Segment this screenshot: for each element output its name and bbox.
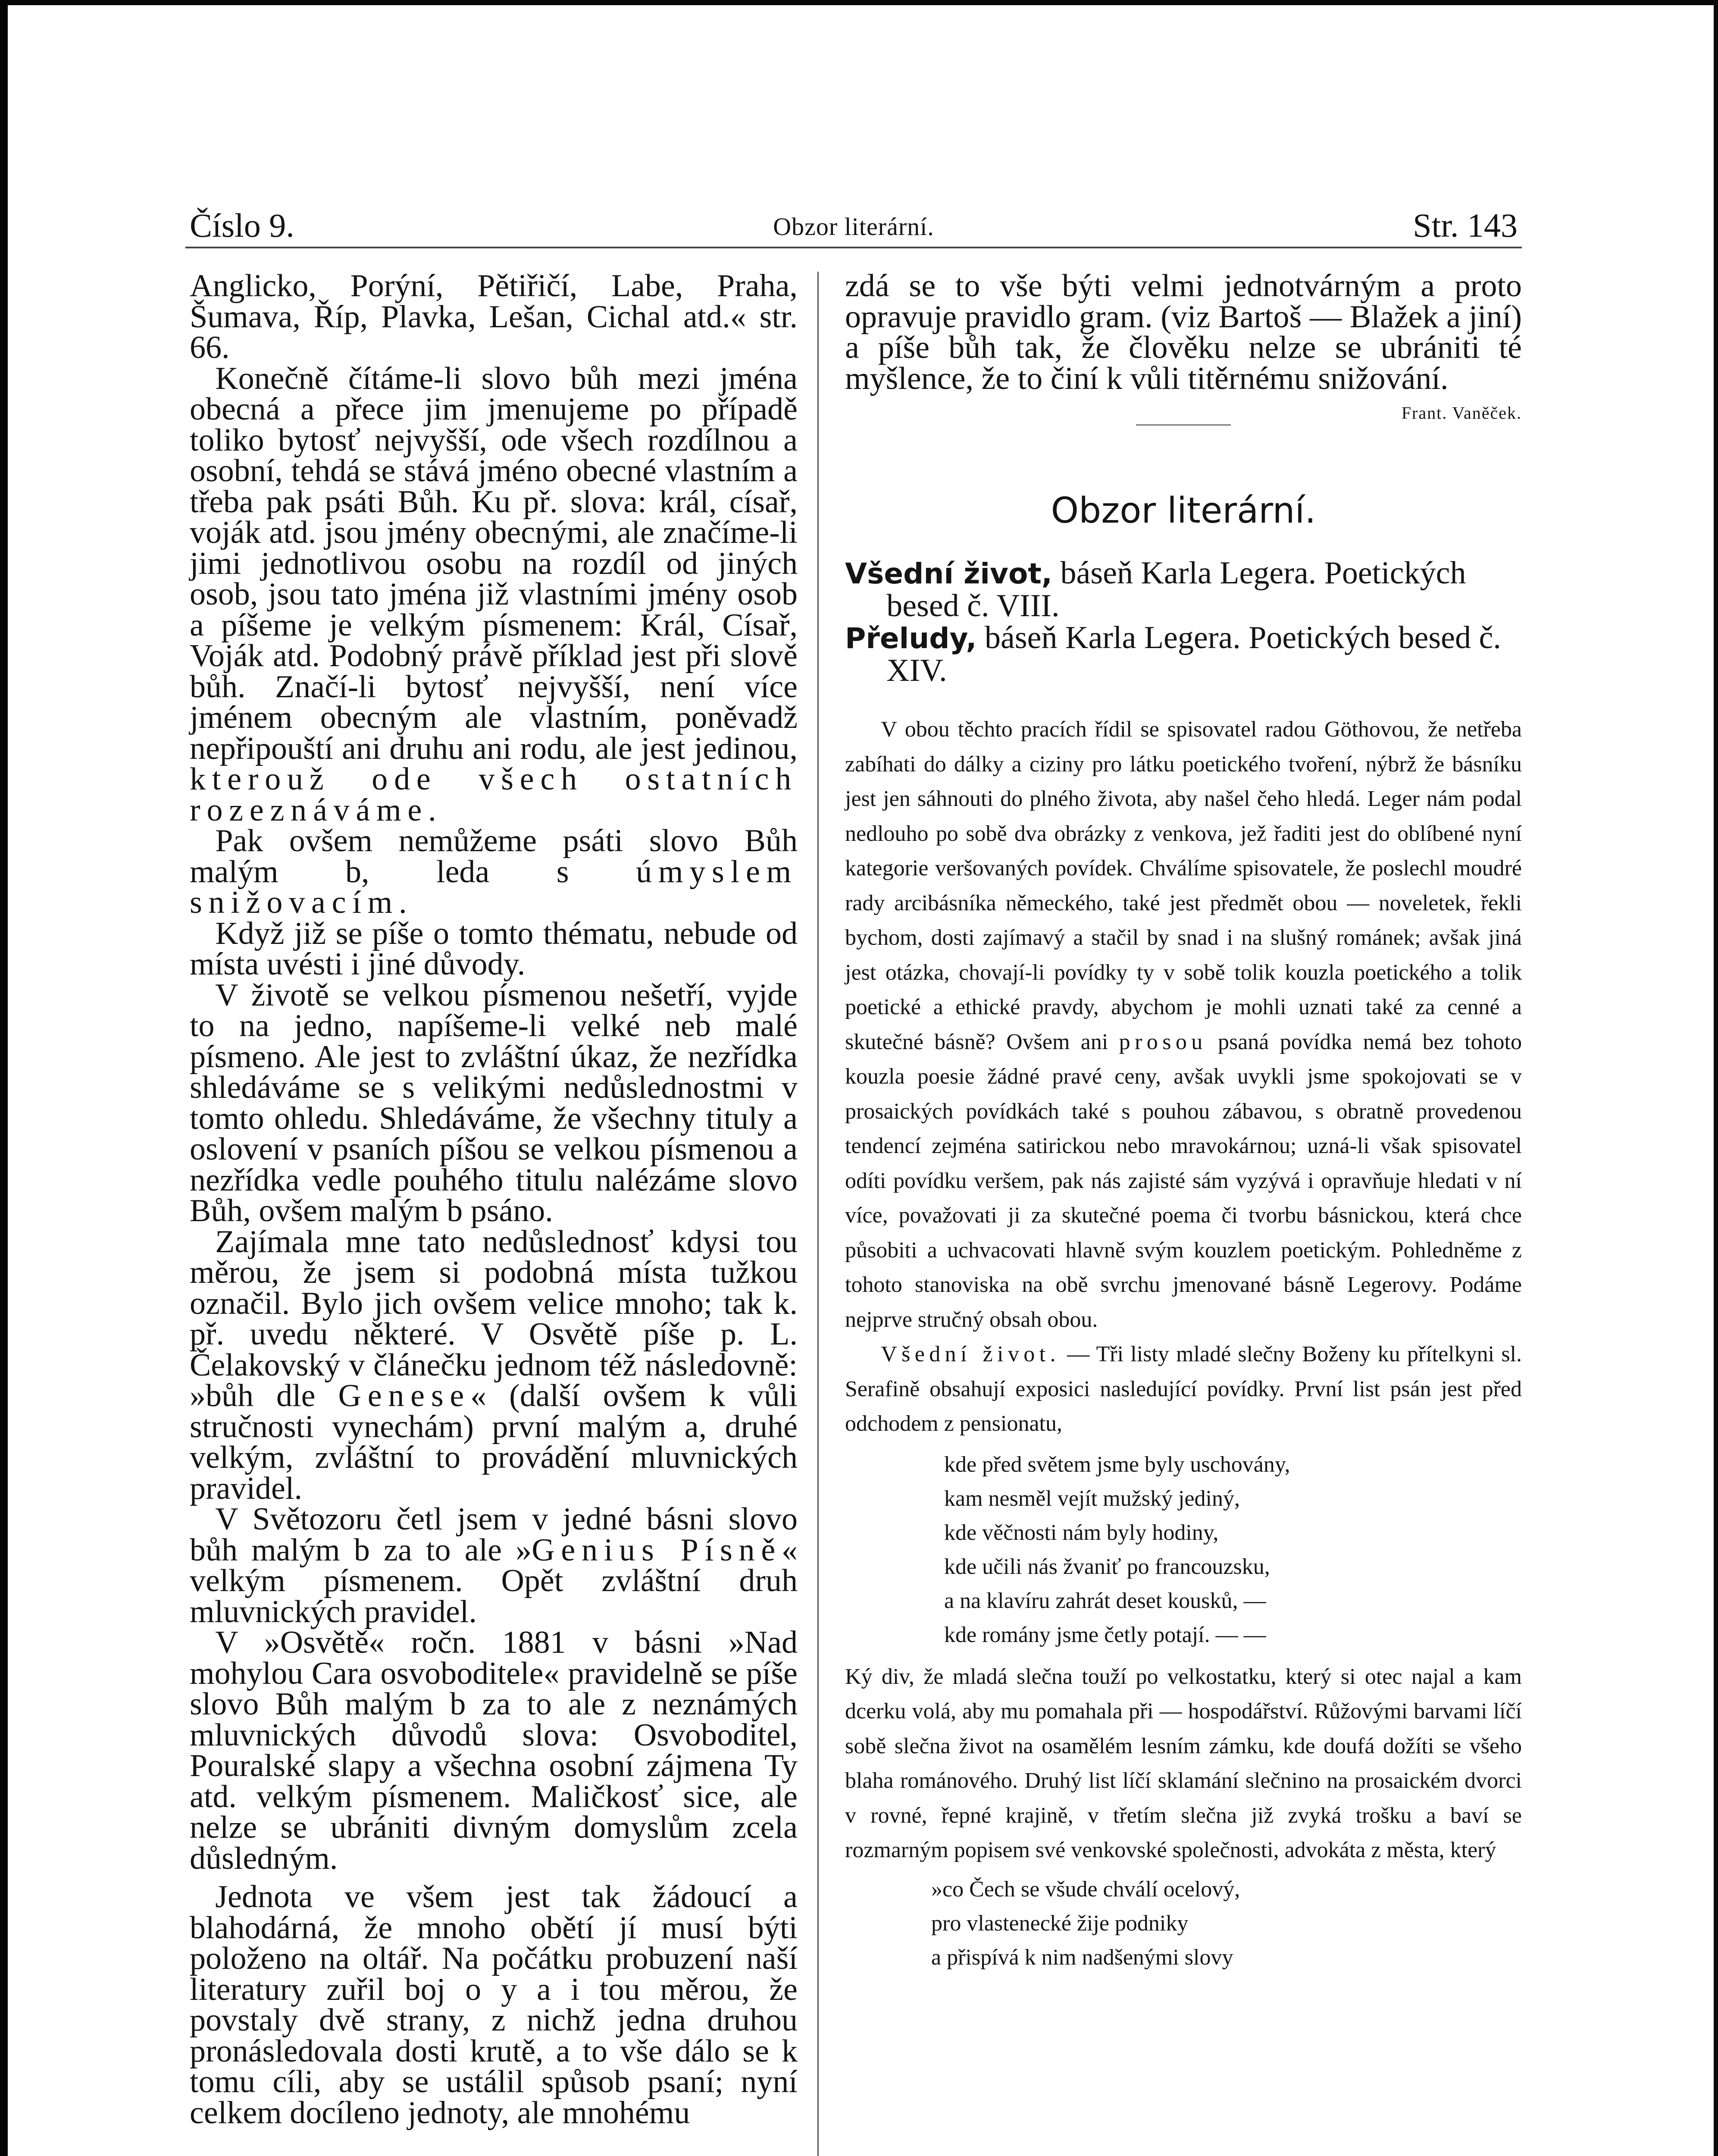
- paragraph: [190, 1224, 798, 1506]
- paragraph: [190, 823, 798, 920]
- paragraph: Anglicko, Porýní, Pětiřičí, Labe, Praha, Šumava, Říp, Plavka, Lešan, Cichal atd.« str. 66.: [190, 268, 798, 365]
- review-paragraph: [845, 712, 1522, 1337]
- poem-line: kde učili nás žvaniť po francouzsku,: [944, 1554, 1270, 1579]
- poem-line: kam nesměl vejít mužský jediný,: [944, 1486, 1240, 1511]
- paragraph-text: Zajímala mne tato nedůslednosť kdysi tou měrou, že jsem si podobná místa tužkou označil. Bylo jich ovšem velice mnoho; tak k. př. uvedu některé. V Osvětě píše p. L. Čelakovský v článečku jednom též následovně: »bůh dle: [190, 1224, 798, 1413]
- paragraph-text: V Světozoru četl jsem v jedné básni slovo bůh malým b za to ale »: [190, 1501, 798, 1568]
- section-title: Obzor literární.: [1051, 490, 1316, 531]
- paragraph: V »Osvětě« ročn. 1881 v básni »Nad mohylou Cara osvoboditele« pravidelně se píše slovo Bůh malým b za to ale z neznámých mluvnických důvodů slova: Osvoboditel, Pouralské slapy a všechna osobní zájmena Ty atd. velkým písmenem. Maličkosť sice, ale nelze se ubrániti divným domyslům zcela důsledným.: [190, 1625, 798, 1876]
- paragraph: zdá se to vše býti velmi jednotvárným a proto opravuje pravidlo gram. (viz Bartoš — Blažek a jiní) a píše bůh tak, že člověku nelze se ubrániti té myšlence, že to činí k vůli titěrnému snižování.: [845, 268, 1522, 396]
- review-paragraph: [845, 1337, 1522, 1442]
- emphasized-text: Genius Písně: [532, 1532, 782, 1568]
- review-text: V obou těchto pracích řídil se spisovatel radou Göthovou, že netřeba zabíhati do dálky a ciziny pro látku poetického tvoření, nýbrž že básníku jest jen sáhnouti do plného života, aby našel čeho hledá. Leger nám podal nedlouho po sobě dva obrázky z venkova, jež řaditi jest do oblíbené nyní kategorie veršovaných povídek. Chválíme spisovatele, že poslechl moudré rady arcibásníka německého, také jest předmět obou — noveletek, řekli bychom, dosti zajímavý a stačil by snad i na slušný románek; avšak jiná jest otázka, chovají-li povídky ty v sobě tolik kouzla poetického a tolik poetické a ethické pravdy, abychom je mohli uznati také za cenné a skutečné básně? Ovšem ani: [845, 717, 1522, 1054]
- emphasized-text: prosou: [1119, 1029, 1207, 1054]
- review-text: — Tři listy mladé slečny Boženy ku přítelkyni sl. Serafině obsahují exposici nasledující povídky. První list psán jest před odchodem z pensionatu,: [845, 1342, 1522, 1436]
- book-title: Všední život,: [845, 557, 1052, 590]
- review-text: psaná povídka nemá bez tohoto kouzla poesie žádné pravé ceny, avšak uvykli jsme spokojovati se v prosaických povídkách také s pouhou zábavou, s obratně provedenou tendencí zejména satirickou nebo mravokárnou; uzná-li však spisovatel odíti povídku veršem, pak nás zajisté sám vyzývá i opravňuje hledati v ní více, považovati ji za skutečné poema či tvorbu básnickou, která chce působiti a uchvacovati hlavně svým kouzlem poetickým. Pohledněme z tohoto stanoviska na obě svrchu jmenované básně Legerovy. Podáme nejprve stručný obsah obou.: [845, 1029, 1522, 1332]
- book-entry: [845, 557, 1522, 622]
- review-body: [845, 712, 1522, 1974]
- left-column: [190, 268, 798, 2131]
- book-details: báseň Karla Legera. Poetických besed č. VIII.: [886, 555, 1466, 624]
- poem-line: »co Čech se všude chválí ocelový,: [931, 1877, 1240, 1902]
- book-title: Přeludy,: [845, 622, 977, 655]
- paragraph-text: Konečně čítáme-li slovo bůh mezi jména obecná a přece jim jmenujeme po případě toliko bytosť nejvyšší, ode všech rozdílnou a osobní, tehdá se stává jméno obecné vlastním a třeba pak psáti Bůh. Ku př. slova: král, císař, voják atd. jsou jmény obecnými, ale značíme-li jimi jednotlivou osobu na rozdíl od jiných osob, jsou tato jména již vlastními jmény osob a píšeme je velkým písmenem: Král, Císař, Voják atd. Podobný právě příklad jest při slově bůh. Značí-li bytosť nejvyšší, není více jménem obecným ale vlastním, poněvadž nepřipouští ani druhu ani rodu, ale jest jedinou,: [190, 360, 798, 766]
- issue-number: Číslo 9.: [190, 207, 294, 244]
- paragraph: V životě se velkou písmenou nešetří, vyjde to na jedno, napíšeme-li velké neb malé písmeno. Ale jest to zvláštní úkaz, že nezřídka shledáváme se s velikými nedůslednostmi v tomto ohledu. Shledáváme, že všechny tituly a oslovení v psaních píšou se velkou písmenou a nezřídka vedle pouhého titulu nalézáme slovo Bůh, ovšem malým b psáno.: [190, 977, 798, 1228]
- poem-line: kde před světem jsme byly uschovány,: [944, 1452, 1290, 1477]
- header-rule: [185, 247, 1522, 248]
- scan-edge-right: [1714, 0, 1718, 2156]
- paragraph: [190, 1501, 798, 1630]
- book-details: báseň Karla Legera. Poetických besed č. XIV.: [886, 620, 1501, 688]
- poem-line: kde věčnosti nám byly hodiny,: [944, 1520, 1219, 1545]
- page-number: Str. 143: [1413, 207, 1518, 244]
- scan-edge-top: [0, 0, 1718, 5]
- emphasized-text: Všední život.: [881, 1342, 1060, 1366]
- paragraph-text: Pak ovšem nemůžeme psáti slovo Bůh malým b, leda s: [190, 823, 798, 890]
- page-header: [190, 202, 1518, 254]
- review-paragraph: Ký div, že mladá slečna touží po velkostatku, který si otec najal a kam dcerku volá, aby mu pomahala při — hospodářství. Růžovými barvami líčí sobě slečna život na osamělém lesním zámku, kde doufá dožíti se všeho blaha románového. Druhý list líčí sklamání slečnino na prosaickém dvorci v rovné, řepné krajině, v třetím slečna již zvyká trošku a baví se rozmarným popisem své venkovské společnosti, advokáta z města, který: [845, 1664, 1522, 1862]
- running-title: Obzor literární.: [773, 213, 934, 241]
- paragraph: [190, 360, 798, 828]
- poem-quote: [931, 1872, 1522, 1974]
- paragraph-text: « (další ovšem k vůli stručnosti vynechám) první malým a, druhé velkým, zvláštní to provádění mluvnických pravidel.: [190, 1378, 798, 1506]
- emphasized-text: úmyslem snižovacím.: [190, 854, 798, 920]
- right-column: [845, 268, 1522, 1974]
- poem-line: a přispívá k nim nadšenými slovy: [931, 1945, 1233, 1970]
- column-divider: [817, 272, 819, 2156]
- scan-edge-left: [0, 0, 8, 2156]
- poem-line: a na klavíru zahrát deset kousků, —: [944, 1588, 1266, 1613]
- emphasized-text: Genese: [338, 1378, 471, 1413]
- paragraph: Když již se píše o tomto thématu, nebude od místa uvésti i jiné důvody.: [190, 915, 798, 982]
- poem-line: pro vlastenecké žije podniky: [931, 1911, 1189, 1936]
- emphasized-text: kterouž ode všech ostatních rozeznáváme.: [190, 761, 798, 828]
- author-signature: Frant. Vaněček.: [1401, 403, 1522, 423]
- paragraph: Jednota ve všem jest tak žádoucí a blahodárná, že mnoho obětí jí musí býti položeno na oltář. Na počátku probuzení naší literatury zuřil boj o y a i tou měrou, že povstaly dvě strany, z nichž jedna druhou pronásledovala dosti krutě, a to vše dálo se k tomu cíli, aby se ustálil spůsob psaní; nyní celkem docíleno jednoty, ale mnohému: [190, 1879, 798, 2131]
- paragraph-text: « velkým písmenem. Opět zvláštní druh mluvnických pravidel.: [190, 1532, 798, 1630]
- poem-line: kde romány jsme četly potají. — —: [944, 1622, 1266, 1647]
- separator-rule: [1136, 424, 1231, 426]
- book-entry: [845, 622, 1522, 686]
- poem-quote: [944, 1448, 1522, 1652]
